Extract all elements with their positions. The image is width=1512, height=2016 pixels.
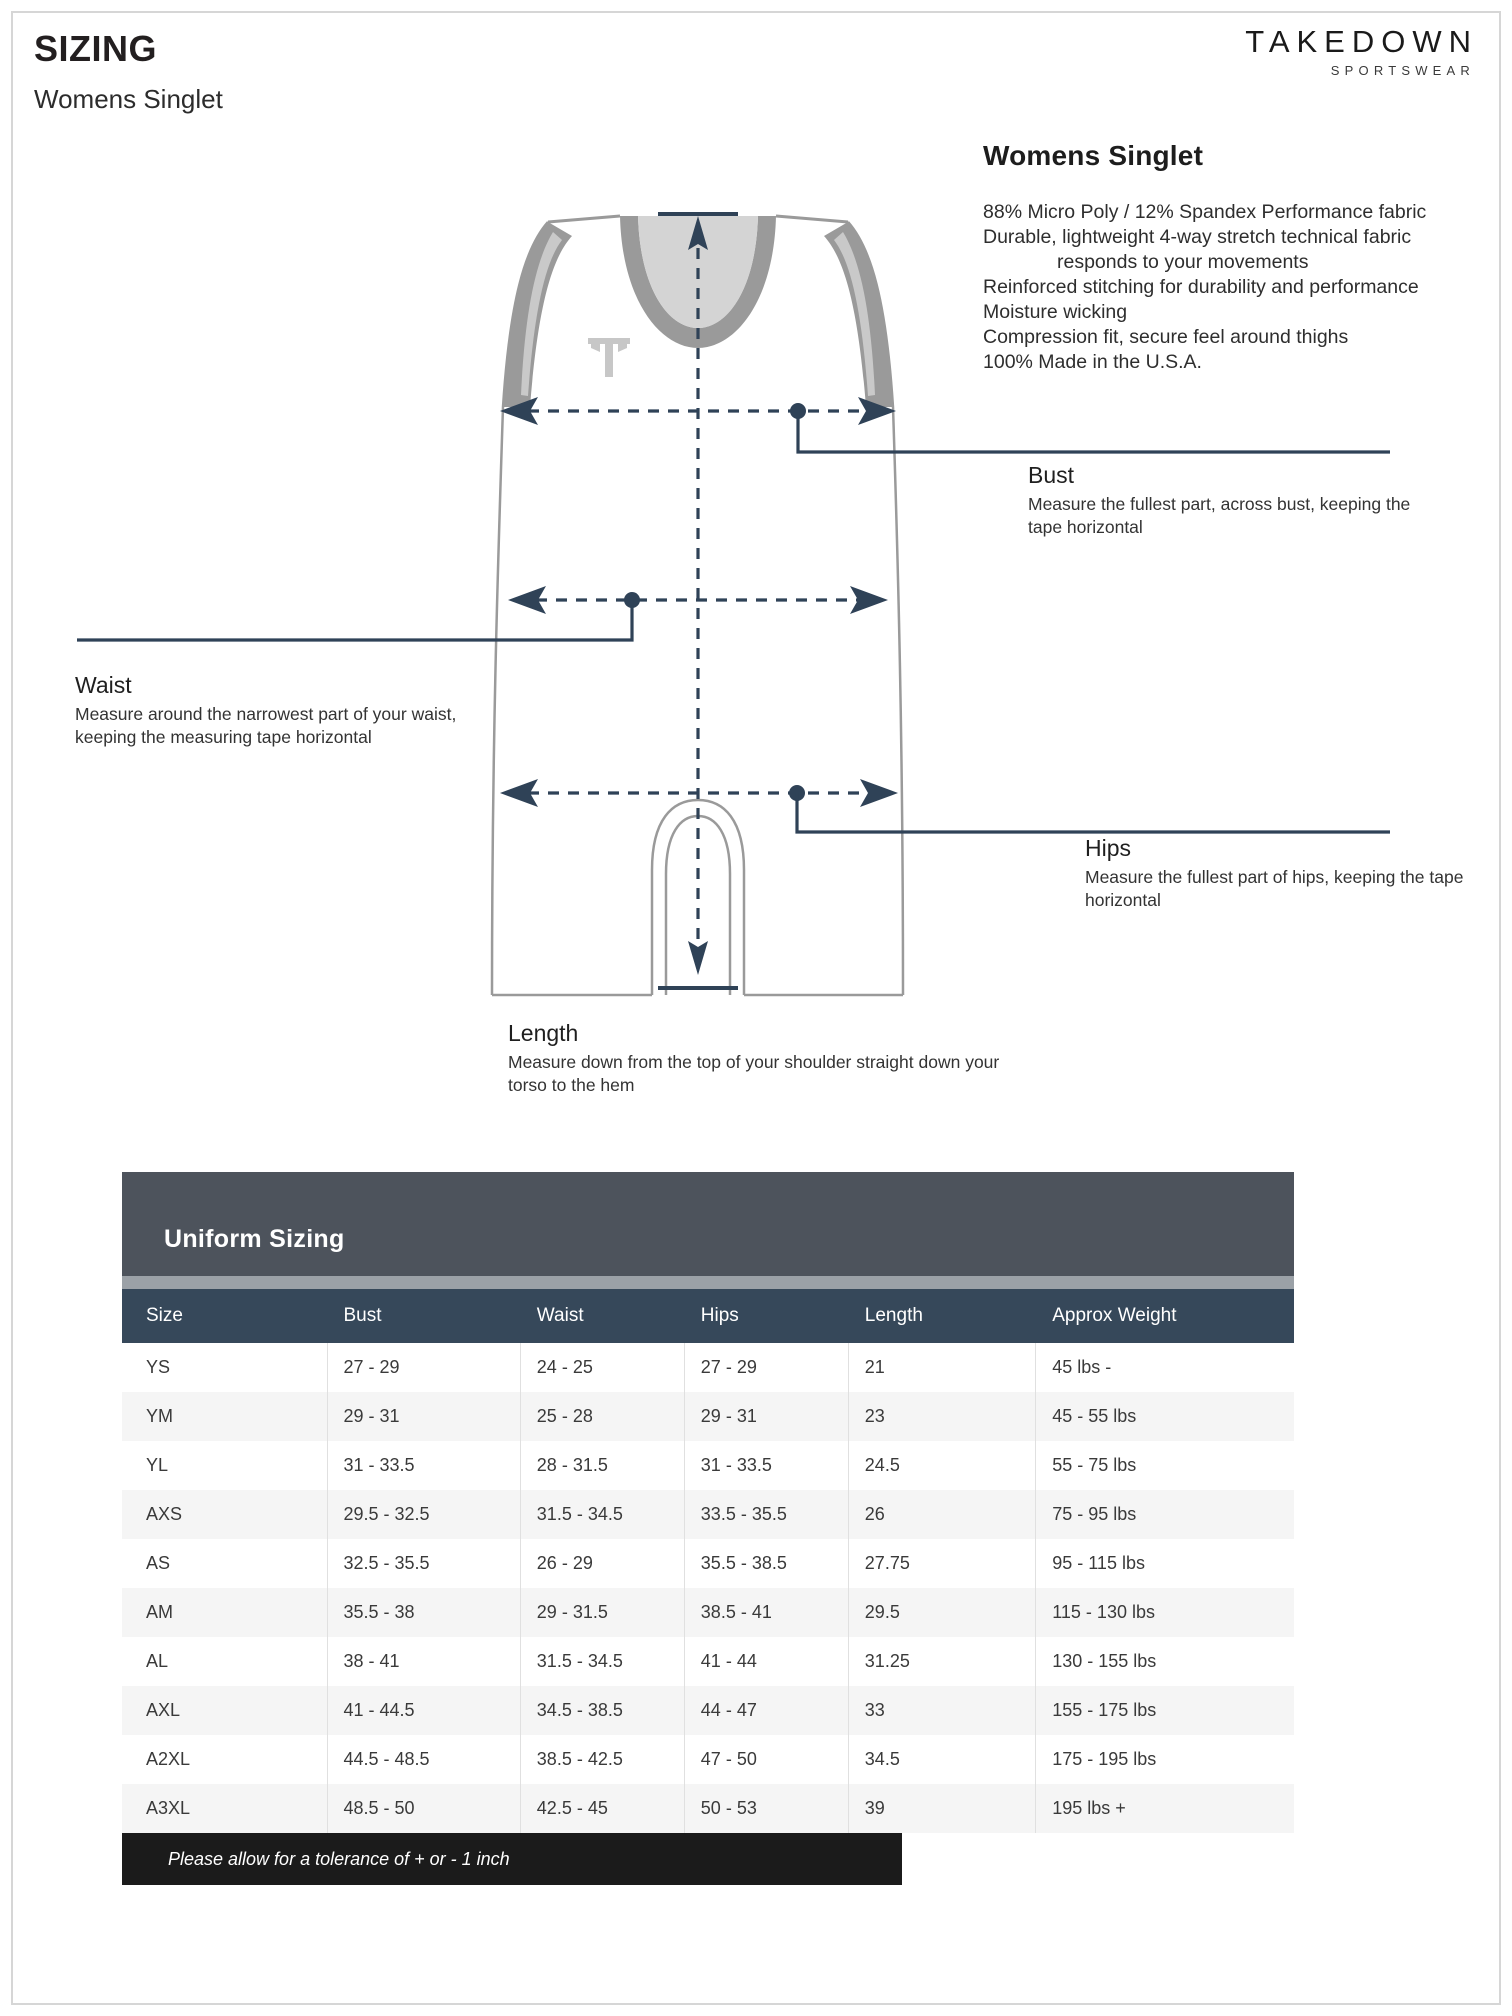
table-row [122, 1686, 1294, 1735]
product-feature: Reinforced stitching for durability and performance [983, 276, 1419, 298]
table-cell: 28 - 31.5 [520, 1441, 684, 1490]
callout-length-title: Length [508, 1020, 579, 1046]
page-subtitle: Womens Singlet [34, 84, 223, 114]
table-row [122, 1441, 1294, 1490]
brand-logo-name: TAKEDOWN [1245, 24, 1478, 59]
table-cell: 29 - 31 [684, 1392, 848, 1441]
table-cell: 21 [848, 1343, 1035, 1392]
table-cell: AXL [122, 1686, 327, 1735]
table-cell: YL [122, 1441, 327, 1490]
table-cell: 175 - 195 lbs [1036, 1735, 1294, 1784]
table-cell: 27 - 29 [684, 1343, 848, 1392]
table-cell: 41 - 44 [684, 1637, 848, 1686]
table-cell: 115 - 130 lbs [1036, 1588, 1294, 1637]
callout-hips-title: Hips [1085, 835, 1132, 861]
table-cell: 55 - 75 lbs [1036, 1441, 1294, 1490]
table-row [122, 1784, 1294, 1833]
table-cell: A3XL [122, 1784, 327, 1833]
callout-waist-desc: Measure around the narrowest part of your waist, keeping the measuring tape horizontal [75, 704, 457, 747]
table-cell: 24.5 [848, 1441, 1035, 1490]
table-tolerance-note: Please allow for a tolerance of + or - 1 inch [168, 1848, 510, 1869]
callout-waist-title: Waist [75, 672, 132, 698]
column-header-size: Size [122, 1289, 327, 1343]
table-cell: 48.5 - 50 [327, 1784, 520, 1833]
table-cell: AS [122, 1539, 327, 1588]
callout-length-desc: Measure down from the top of your shoulder straight down your torso to the hem [508, 1052, 1000, 1095]
table-cell: YM [122, 1392, 327, 1441]
table-cell: 29.5 [848, 1588, 1035, 1637]
table-cell: 29.5 - 32.5 [327, 1490, 520, 1539]
chest-logo-icon [588, 338, 630, 377]
table-divider [122, 1276, 1294, 1289]
table-cell: 26 [848, 1490, 1035, 1539]
callout-hips-desc: Measure the fullest part of hips, keeping the tape horizontal [1085, 867, 1464, 910]
table-row [122, 1539, 1294, 1588]
table-cell: AXS [122, 1490, 327, 1539]
table-cell: 24 - 25 [520, 1343, 684, 1392]
uniform-sizing-table-block [122, 1172, 1294, 1885]
callout-hips [1085, 835, 1485, 912]
table-header-row [122, 1289, 1294, 1343]
column-header-length: Length [848, 1289, 1035, 1343]
table-cell: 31.5 - 34.5 [520, 1490, 684, 1539]
table-cell: 44.5 - 48.5 [327, 1735, 520, 1784]
product-feature: 100% Made in the U.S.A. [983, 351, 1202, 373]
table-cell: 34.5 [848, 1735, 1035, 1784]
callout-bust-title: Bust [1028, 462, 1075, 488]
table-cell: 29 - 31.5 [520, 1588, 684, 1637]
table-cell: 31 - 33.5 [684, 1441, 848, 1490]
callout-bust-desc: Measure the fullest part, across bust, keeping the tape horizontal [1028, 494, 1411, 537]
column-header-bust: Bust [327, 1289, 520, 1343]
table-cell: 47 - 50 [684, 1735, 848, 1784]
table-cell: 33 [848, 1686, 1035, 1735]
table-cell: YS [122, 1343, 327, 1392]
product-feature: 88% Micro Poly / 12% Spandex Performance fabric [983, 201, 1427, 223]
table-cell: 29 - 31 [327, 1392, 520, 1441]
product-title: Womens Singlet [983, 140, 1204, 171]
table-tolerance-note-bar [122, 1833, 902, 1885]
table-cell: 41 - 44.5 [327, 1686, 520, 1735]
table-cell: AM [122, 1588, 327, 1637]
table-cell: 35.5 - 38.5 [684, 1539, 848, 1588]
table-cell: 45 lbs - [1036, 1343, 1294, 1392]
callout-length [508, 1020, 1008, 1097]
page-title: SIZING [34, 28, 158, 69]
table-cell: A2XL [122, 1735, 327, 1784]
table-title: Uniform Sizing [164, 1225, 345, 1253]
table-cell: 31.25 [848, 1637, 1035, 1686]
table-cell: 38.5 - 41 [684, 1588, 848, 1637]
table-cell: 27.75 [848, 1539, 1035, 1588]
table-cell: 155 - 175 lbs [1036, 1686, 1294, 1735]
product-feature: Durable, lightweight 4-way stretch technical fabric [983, 226, 1412, 248]
table-cell: 26 - 29 [520, 1539, 684, 1588]
table-cell: AL [122, 1637, 327, 1686]
table-cell: 50 - 53 [684, 1784, 848, 1833]
callout-waist [75, 672, 475, 749]
table-cell: 31.5 - 34.5 [520, 1637, 684, 1686]
table-cell: 32.5 - 35.5 [327, 1539, 520, 1588]
table-row [122, 1392, 1294, 1441]
table-cell: 33.5 - 35.5 [684, 1490, 848, 1539]
table-cell: 39 [848, 1784, 1035, 1833]
table-cell: 42.5 - 45 [520, 1784, 684, 1833]
column-header-weight: Approx Weight [1036, 1289, 1294, 1343]
table-cell: 130 - 155 lbs [1036, 1637, 1294, 1686]
table-cell: 31 - 33.5 [327, 1441, 520, 1490]
product-feature: Compression fit, secure feel around thighs [983, 326, 1349, 348]
column-header-waist: Waist [520, 1289, 684, 1343]
table-cell: 75 - 95 lbs [1036, 1490, 1294, 1539]
callout-bust [1028, 462, 1448, 539]
table-cell: 35.5 - 38 [327, 1588, 520, 1637]
sizing-table [122, 1289, 1294, 1833]
table-title-bar [122, 1172, 1294, 1276]
table-row [122, 1588, 1294, 1637]
table-cell: 38.5 - 42.5 [520, 1735, 684, 1784]
product-feature: responds to your movements [1057, 251, 1309, 273]
table-cell: 44 - 47 [684, 1686, 848, 1735]
table-cell: 23 [848, 1392, 1035, 1441]
table-row [122, 1637, 1294, 1686]
table-row [122, 1490, 1294, 1539]
table-row [122, 1343, 1294, 1392]
table-cell: 195 lbs + [1036, 1784, 1294, 1833]
table-cell: 25 - 28 [520, 1392, 684, 1441]
table-cell: 34.5 - 38.5 [520, 1686, 684, 1735]
brand-logo-tagline: SPORTSWEAR [1330, 63, 1475, 78]
product-feature: Moisture wicking [983, 301, 1128, 323]
table-cell: 27 - 29 [327, 1343, 520, 1392]
table-cell: 95 - 115 lbs [1036, 1539, 1294, 1588]
table-row [122, 1735, 1294, 1784]
table-cell: 38 - 41 [327, 1637, 520, 1686]
table-cell: 45 - 55 lbs [1036, 1392, 1294, 1441]
column-header-hips: Hips [684, 1289, 848, 1343]
